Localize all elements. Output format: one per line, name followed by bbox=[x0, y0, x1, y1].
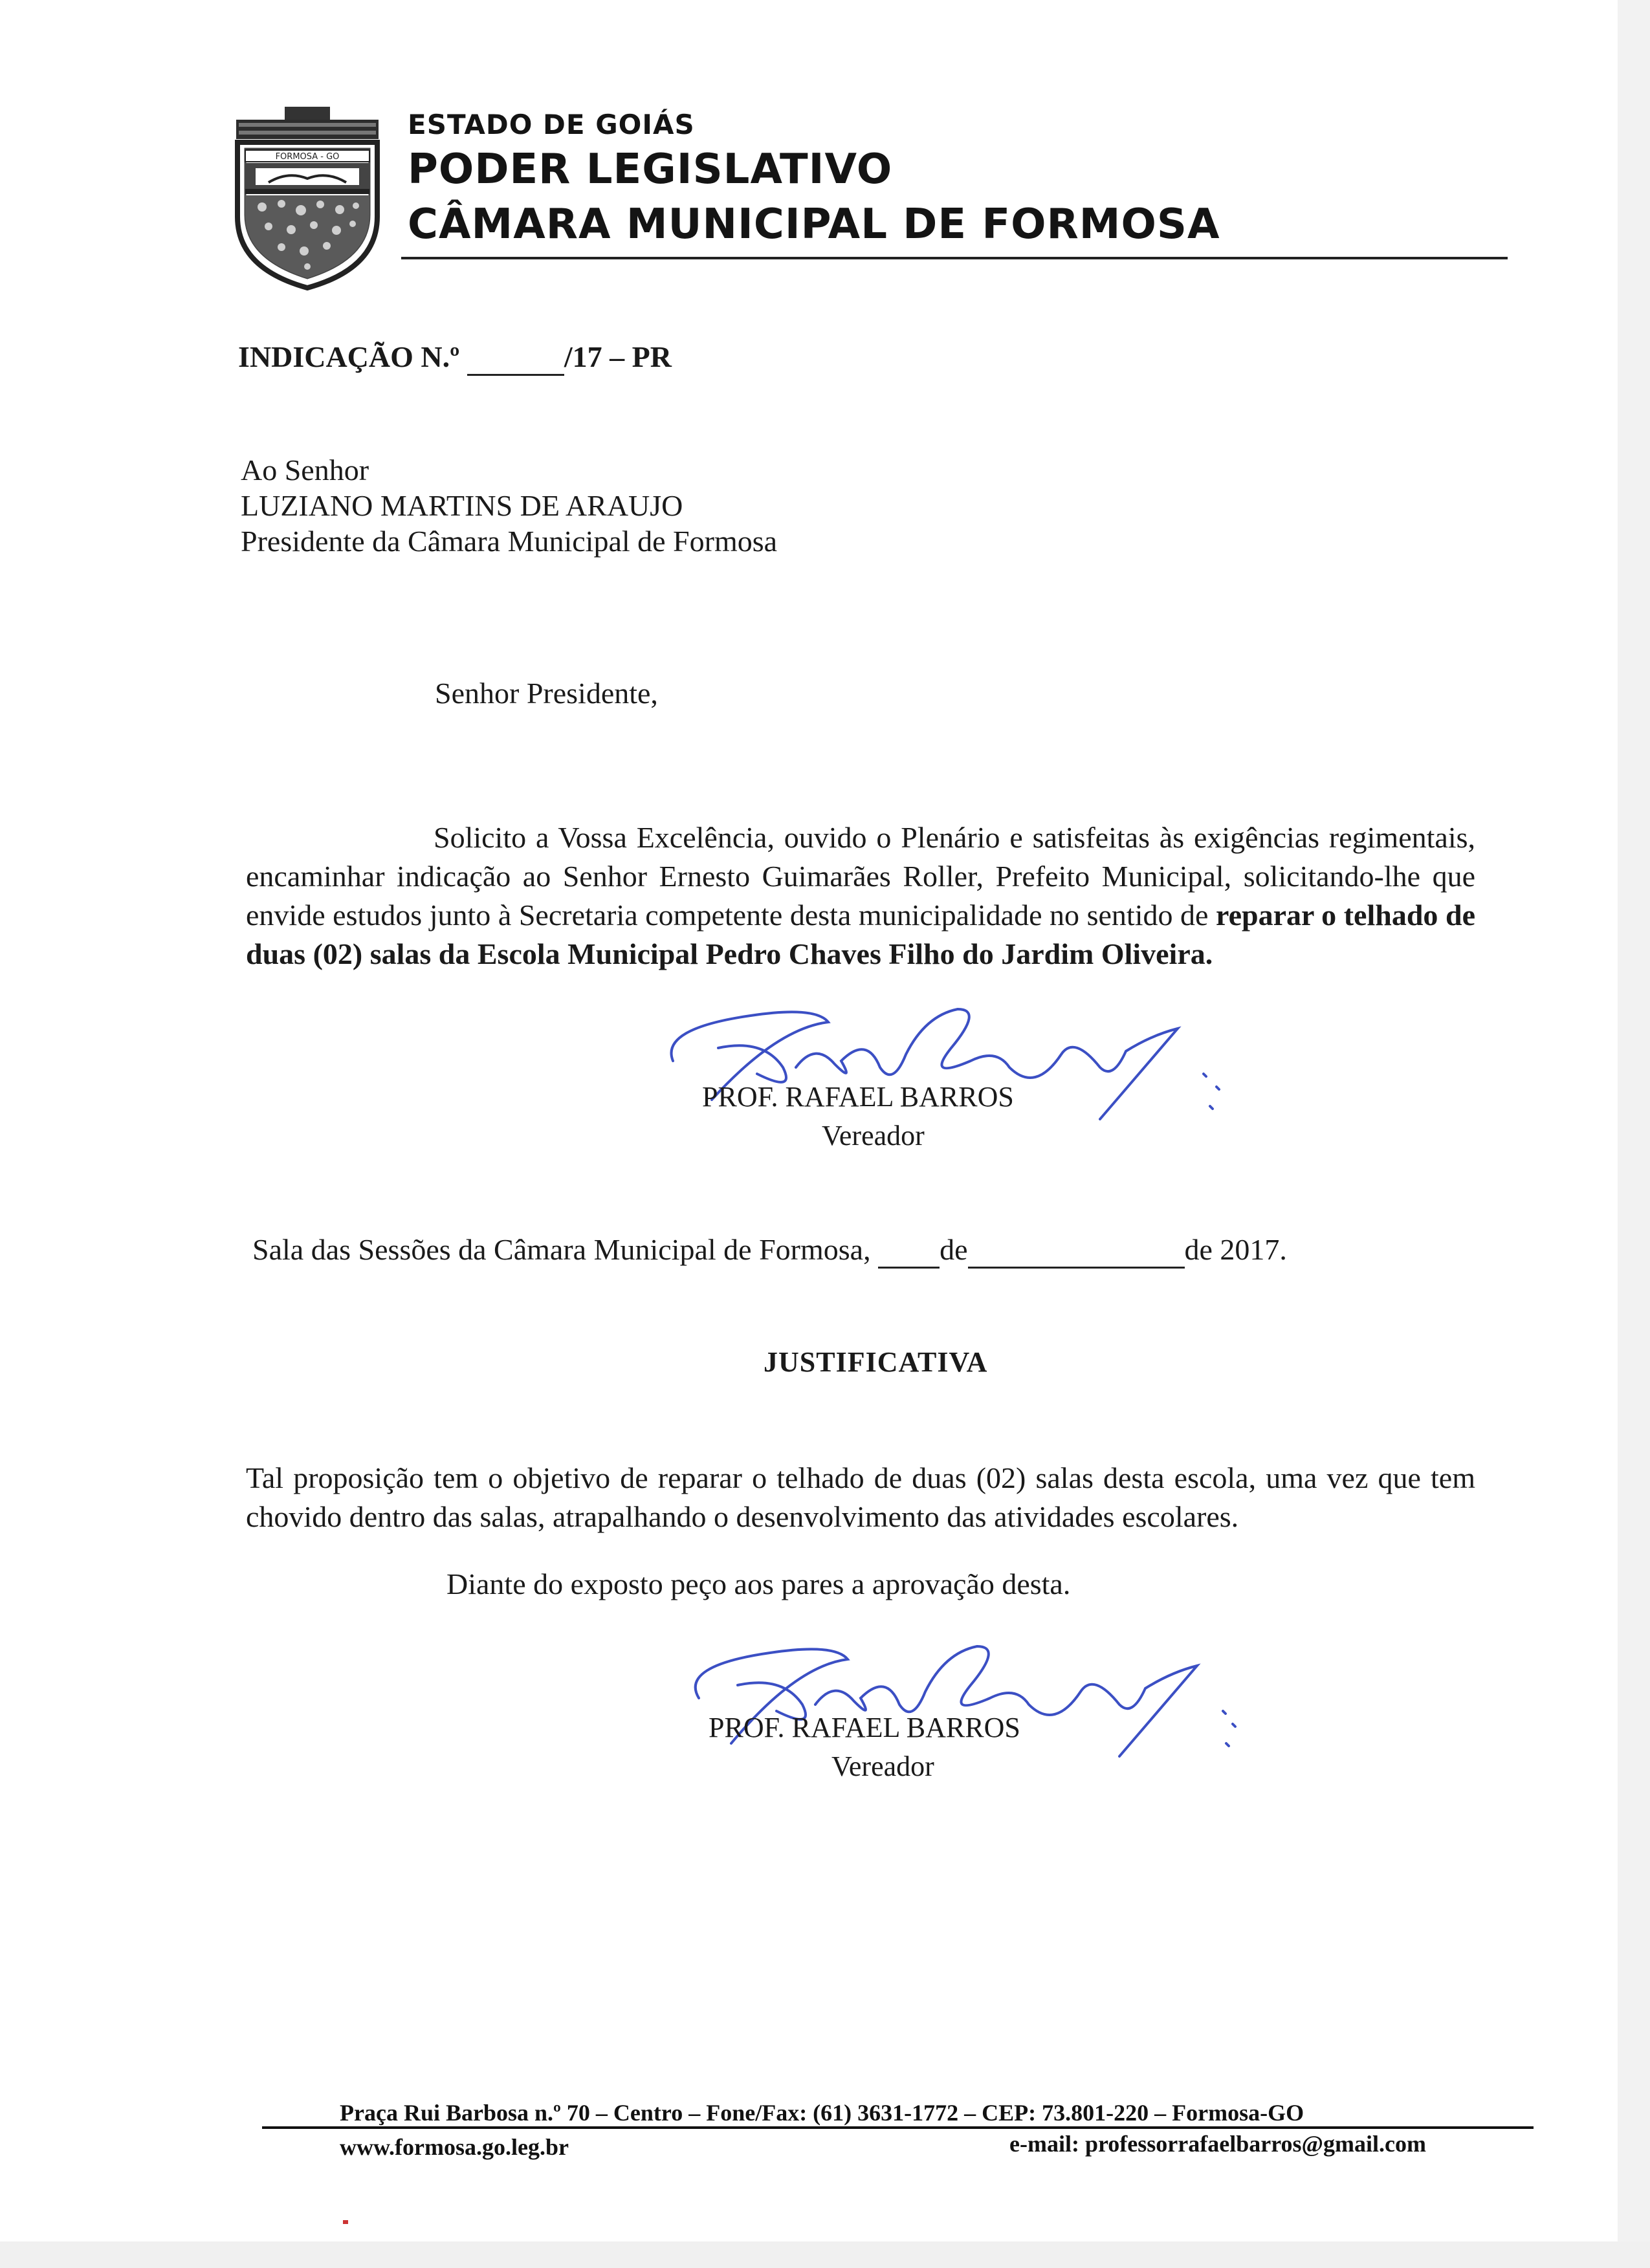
greeting: Senhor Presidente, bbox=[435, 677, 658, 710]
request-paragraph bbox=[246, 818, 1475, 974]
indication-number-blank bbox=[467, 340, 564, 376]
recipient-salutation: Ao Senhor bbox=[241, 453, 369, 486]
header-state: ESTADO DE GOIÁS bbox=[408, 109, 695, 140]
signer-name-1: PROF. RAFAEL BARROS bbox=[702, 1081, 1014, 1113]
footer-address: Praça Rui Barbosa n.º 70 – Centro – Fone/Fax: (61) 3631-1772 – CEP: 73.801-220 – Formosa-GO bbox=[340, 2100, 1304, 2126]
session-suffix: de 2017. bbox=[1184, 1233, 1287, 1266]
indication-number bbox=[238, 340, 672, 376]
session-month-blank bbox=[968, 1232, 1185, 1269]
request-bold-text: reparar o telhado de duas (02) salas da Escola Municipal Pedro Chaves Filho do Jardim Oliveira. bbox=[246, 899, 1475, 970]
justification-text: Tal proposição tem o objetivo de reparar o telhado de duas (02) salas desta escola, uma vez que tem chovido dentro das salas, atrapalhando o desenvolvimento das atividades escolares. bbox=[246, 1461, 1475, 1533]
municipal-crest-icon bbox=[230, 104, 385, 291]
header-divider bbox=[401, 257, 1508, 259]
footer-divider bbox=[262, 2126, 1534, 2129]
signer-name-2: PROF. RAFAEL BARROS bbox=[709, 1712, 1020, 1743]
session-day-blank bbox=[878, 1232, 940, 1269]
session-middle: de bbox=[940, 1233, 968, 1266]
signer-role-2: Vereador bbox=[831, 1750, 934, 1782]
header-chamber: CÂMARA MUNICIPAL DE FORMOSA bbox=[408, 201, 1220, 248]
crest-label: FORMOSA - GO bbox=[275, 152, 340, 162]
signature-scribble-2 bbox=[660, 1620, 1242, 1782]
recipient-name: LUZIANO MARTINS DE ARAUJO bbox=[241, 489, 683, 522]
header-power: PODER LEGISLATIVO bbox=[408, 146, 893, 193]
indication-suffix: /17 – PR bbox=[564, 340, 672, 373]
closing-line: Diante do exposto peço aos pares a aprovação desta. bbox=[446, 1567, 1071, 1600]
scan-dot bbox=[343, 2220, 348, 2224]
session-line bbox=[252, 1232, 1287, 1269]
scan-edge-bottom bbox=[0, 2241, 1650, 2268]
justification-paragraph bbox=[246, 1459, 1475, 1536]
justification-title: JUSTIFICATIVA bbox=[764, 1346, 988, 1378]
signer-role-1: Vereador bbox=[822, 1120, 925, 1151]
recipient-title: Presidente da Câmara Municipal de Formosa bbox=[241, 525, 778, 558]
session-prefix: Sala das Sessões da Câmara Municipal de Formosa, bbox=[252, 1233, 871, 1266]
request-text: Solicito a Vossa Excelência, ouvido o Plenário e satisfeitas às exigências regimentais, encaminhar indicação ao Senhor Ernesto Guimarães Roller, Prefeito Municipal, solicitando-lhe que envide estudos junto à Secretaria competente desta municipalidade no sentido de bbox=[246, 821, 1475, 932]
scan-edge-right bbox=[1618, 0, 1650, 2268]
indication-prefix: INDICAÇÃO N.º bbox=[238, 340, 460, 373]
footer-email: e-mail: professorrafaelbarros@gmail.com bbox=[1009, 2131, 1426, 2157]
signature-scribble-1 bbox=[647, 990, 1229, 1145]
footer-website: www.formosa.go.leg.br bbox=[340, 2134, 569, 2160]
